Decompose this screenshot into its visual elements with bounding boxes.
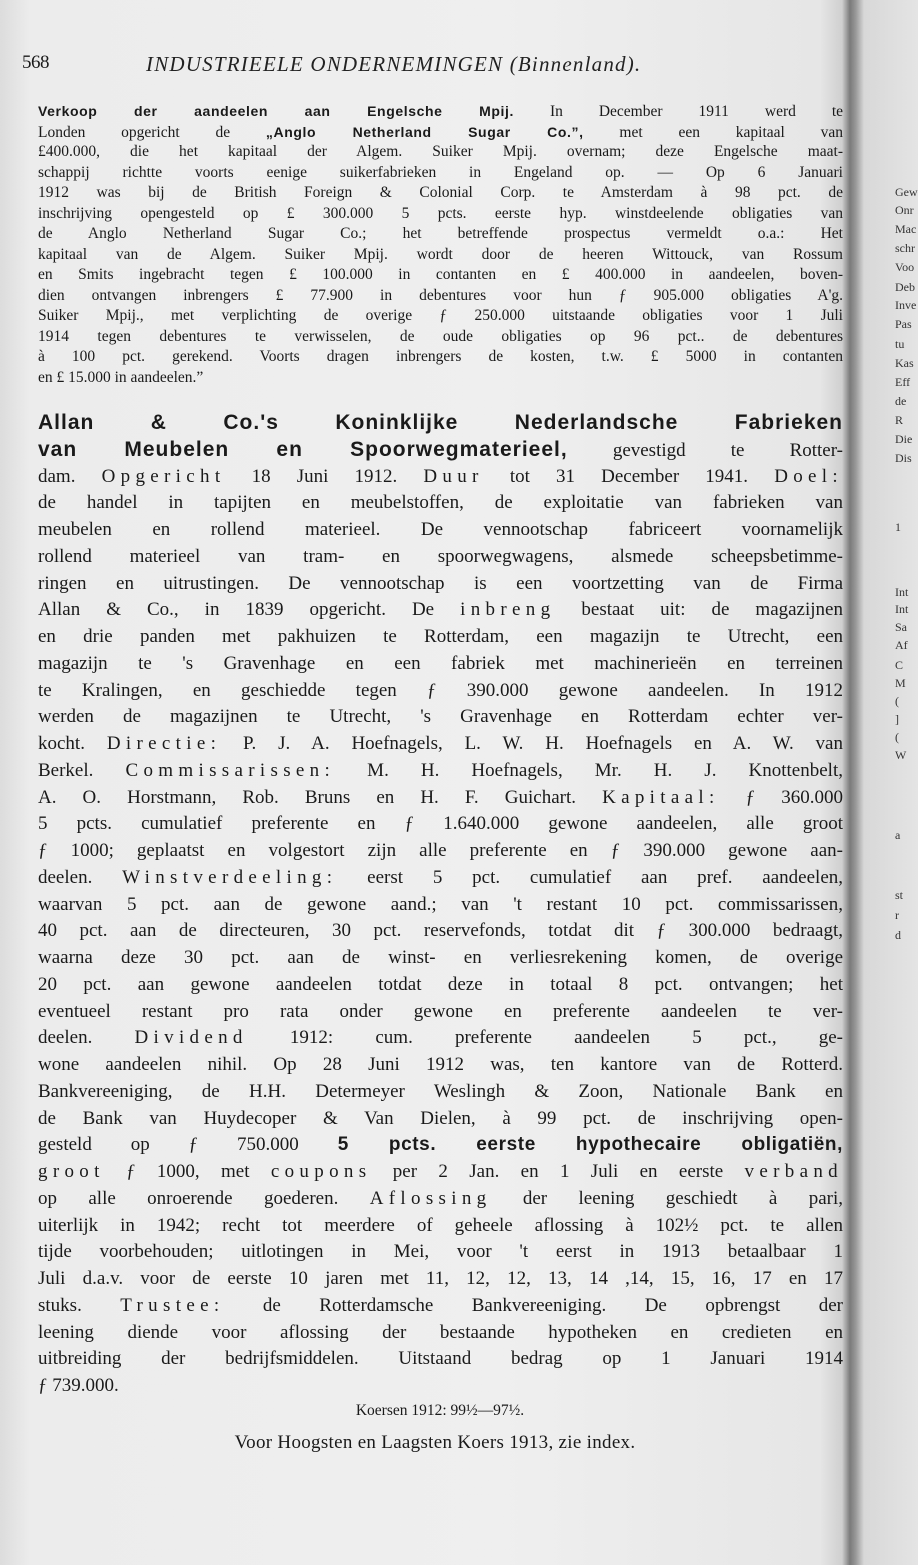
text-line — [38, 517, 843, 544]
text-line — [38, 464, 843, 491]
margin-fragment: Af — [895, 638, 908, 652]
text-line — [38, 204, 843, 225]
text-segment: Londen opgericht de — [38, 123, 266, 141]
text-segment: tijde voorbehouden; uitlotingen in Mei, voor 't eerst in 1913 betaalbaar 1 — [38, 1241, 843, 1263]
text-segment: te Kralingen, en geschiedde tegen ƒ 390.000 gewone aandeelen. In 1912 — [38, 679, 843, 701]
text-line — [38, 490, 843, 517]
margin-fragment: R — [895, 413, 904, 427]
text-segment: A. O. Horstmann, Rob. Bruns en H. F. Guichart. — [38, 786, 603, 808]
spaced-keyword: Duur — [423, 465, 484, 487]
margin-fragment: Gew — [895, 185, 918, 199]
text-segment: Berkel. — [38, 759, 126, 781]
margin-fragment: Eff — [895, 375, 911, 389]
text-line — [38, 1266, 843, 1293]
text-segment: 40 pct. aan de directeuren, 30 pct. reservefonds, totdat dit ƒ 300.000 bedraagt, — [38, 920, 843, 942]
text-segment: P. J. A. Hoefnagels, L. W. H. Hoefnagels en A. W. van — [221, 733, 843, 754]
text-segment: op alle onroerende goederen. — [38, 1187, 370, 1209]
text-segment: dam. — [38, 465, 102, 487]
margin-fragment: ( — [895, 694, 899, 708]
text-line — [38, 437, 843, 464]
text-segment: en £ 15.000 in aandeelen.” — [38, 368, 204, 386]
text-line — [38, 972, 843, 999]
margin-fragment: 1 — [895, 520, 901, 534]
text-segment: £400.000, die het kapitaal der Algem. Suiker Mpij. overnam; deze Engelsche maat- — [38, 143, 843, 160]
text-line — [38, 327, 843, 348]
text-segment: rollend materieel van tram- en spoorwegwagens, alsmede scheepsbetimme- — [38, 545, 843, 567]
text-line — [38, 571, 843, 598]
margin-fragment: st — [895, 888, 904, 902]
text-segment: werden de magazijnen te Utrecht, 's Gravenhage en Rotterdam echter ver- — [38, 706, 843, 728]
text-line — [38, 347, 843, 368]
text-line — [38, 731, 843, 758]
margin-fragment: M — [895, 676, 906, 690]
text-line — [38, 544, 843, 571]
text-segment: Bankvereeniging, de H.H. Determeyer Weslingh & Zoon, Nationale Bank en — [38, 1080, 843, 1102]
text-segment: eerst 5 pct. cumulatief aan pref. aandeelen, — [337, 866, 844, 888]
spaced-keyword: Kapitaal: — [602, 786, 720, 808]
text-segment: de Bank van Huydecoper & Van Dielen, à 99 pct. de inschrijving open- — [38, 1107, 843, 1129]
text-segment: bestaat uit: de magazijnen — [555, 599, 843, 621]
margin-fragment: Inve — [895, 298, 917, 312]
margin-fragment: de — [895, 394, 907, 408]
text-line — [38, 1052, 843, 1079]
text-line — [38, 306, 843, 327]
text-line — [38, 785, 843, 812]
text-segment: ƒ 1000; geplaatst en volgestort zijn alle preferente en ƒ 390.000 gewone aan- — [38, 840, 843, 861]
text-segment: wone aandeelen nihil. Op 28 Juni 1912 was, ten kantore van de Rotterd. — [38, 1054, 843, 1075]
paragraph-sale-of-shares — [38, 101, 843, 388]
text-line — [38, 945, 843, 972]
text-line — [38, 1106, 843, 1133]
text-line — [38, 624, 843, 651]
text-segment: stuks. — [38, 1294, 121, 1316]
spaced-keyword: groot — [38, 1161, 105, 1182]
spaced-keyword: Dividend — [134, 1027, 248, 1049]
text-segment: ringen en uitrustingen. De vennootschap is een voortzetting van de Firma — [38, 572, 843, 594]
margin-fragment: r — [895, 908, 899, 922]
text-segment: eventueel restant pro rata onder gewone en preferente aandeelen te ver- — [38, 1000, 843, 1022]
text-segment: leening diende voor aflossing der bestaande hypotheken en credieten en — [38, 1321, 843, 1343]
text-segment: Juli d.a.v. voor de eerste 10 jaren met 11, 12, 12, 13, 14 ,14, 15, 16, 17 en 17 — [38, 1268, 843, 1289]
margin-fragment: Sa — [895, 620, 907, 634]
text-line — [38, 1159, 843, 1186]
text-segment: per 2 Jan. en 1 Juli en eerste — [371, 1161, 745, 1182]
text-segment: In December 1911 werd te — [514, 103, 844, 120]
text-line — [38, 265, 843, 286]
spaced-keyword: inbreng — [460, 599, 556, 621]
bold-text: Allan & Co.'s Koninklijke Nederlandsche Fabrieken — [38, 411, 843, 434]
text-segment: waarvan 5 pct. aan de gewone aand.; van 't restant 10 pct. commissarissen, — [38, 893, 843, 915]
text-line — [38, 1186, 843, 1213]
text-line — [38, 865, 843, 892]
text-segment: met een kapitaal van — [583, 123, 844, 141]
text-line — [38, 101, 843, 122]
text-line — [38, 1373, 843, 1400]
margin-fragment: Deb — [895, 280, 915, 294]
text-line — [38, 183, 843, 204]
spaced-keyword: coupons — [270, 1161, 372, 1182]
text-line — [38, 597, 843, 624]
text-line — [38, 651, 843, 678]
text-segment: waarna deze 30 pct. aan de winst- en verliesrekening komen, de overige — [38, 947, 843, 968]
text-segment: 1912: cum. preferente aandeelen 5 pct., ge- — [247, 1027, 843, 1049]
spaced-keyword: Opgericht — [101, 465, 226, 487]
text-line — [38, 368, 843, 389]
text-segment: meubelen en rollend materieel. De vennootschap fabriceert voornamelijk — [38, 519, 843, 540]
text-segment: 20 pct. aan gewone aandeelen totdat deze in totaal 8 pct. ontvangen; het — [38, 973, 843, 995]
paragraph-allan-company — [38, 410, 843, 1400]
text-segment: kapitaal van de Algem. Suiker Mpij. wordt door de heeren Wittouck, van Rossum — [38, 245, 843, 263]
text-segment: uiterlijk in 1942; recht tot meerdere of geheele aflossing à 102½ pct. te allen — [38, 1214, 843, 1236]
text-line — [38, 410, 843, 437]
text-segment: Allan & Co., in 1839 opgericht. De — [38, 599, 461, 621]
spaced-keyword: Doel: — [774, 465, 843, 487]
text-segment: ƒ 360.000 — [719, 786, 843, 808]
text-segment: de handel in tapijten en meubelstoffen, de exploitatie van fabrieken van — [38, 492, 843, 514]
text-line — [38, 1132, 843, 1159]
bold-text: Verkoop der aandeelen aan Engelsche Mpij. — [38, 103, 515, 119]
text-segment: en drie panden met pakhuizen te Rotterdam, een magazijn te Utrecht, een — [38, 626, 843, 647]
text-line — [38, 286, 843, 307]
text-line — [38, 1239, 843, 1266]
text-line — [38, 704, 843, 731]
text-segment: inschrijving opengesteld op £ 300.000 5 pcts. eerste hyp. winstdeelende obligaties van — [38, 204, 843, 222]
text-segment: ƒ 739.000. — [38, 1375, 119, 1396]
text-segment: 1912 was bij de British Foreign & Colonial Corp. te Amsterdam à 98 pct. de — [38, 184, 843, 201]
text-segment: 1914 tegen debentures te verwisselen, de oude obligaties op 96 pct.. de debentures — [38, 327, 843, 345]
margin-fragment: Int — [895, 602, 909, 616]
text-line — [38, 142, 843, 163]
text-line — [38, 122, 843, 143]
margin-fragment: Voo — [895, 260, 915, 274]
spaced-keyword: Directie: — [106, 733, 222, 754]
spaced-keyword: Aflossing — [369, 1187, 492, 1209]
text-line — [38, 1079, 843, 1106]
index-reference-note: Voor Hoogsten en Laagsten Koers 1913, zie index. — [234, 1432, 636, 1453]
text-line — [38, 811, 843, 838]
margin-fragment: Int — [895, 585, 909, 599]
text-segment: gevestigd te Rotter- — [567, 439, 844, 461]
spaced-keyword: Commissarissen: — [125, 759, 336, 781]
text-segment: uitbreiding der bedrijfsmiddelen. Uitstaand bedrag op 1 Januari 1914 — [38, 1348, 843, 1370]
text-segment: de Rotterdamsche Bankvereeniging. De opbrengst der — [224, 1294, 843, 1316]
margin-fragment: Dis — [895, 451, 912, 465]
bold-text: „Anglo Netherland Sugar Co.”, — [265, 123, 584, 140]
text-line — [38, 163, 843, 184]
text-segment: dien ontvangen inbrengers £ 77.900 in debentures voor hun ƒ 905.000 obligaties A'g. — [38, 286, 843, 304]
margin-fragment: d — [895, 928, 901, 942]
bold-text: 5 pcts. eerste hypothecaire obligatiën, — [337, 1134, 843, 1156]
text-line — [38, 1293, 843, 1320]
text-line — [38, 1025, 843, 1052]
text-segment: magazijn te 's Gravenhage en een fabriek met machinerieën en terreinen — [38, 652, 843, 674]
margin-fragment: schr — [895, 241, 915, 255]
text-line — [38, 1320, 843, 1347]
text-segment: 5 pcts. cumulatief preferente en ƒ 1.640.000 gewone aandeelen, alle groot — [38, 813, 843, 835]
text-line — [38, 999, 843, 1026]
margin-fragment: ] — [895, 712, 899, 726]
margin-fragment: Mac — [895, 222, 917, 236]
margin-fragment: Kas — [895, 356, 914, 370]
text-line — [38, 918, 843, 945]
margin-fragment: ( — [895, 730, 899, 744]
text-segment: de Anglo Netherland Sugar Co.; het betreffende prospectus vermeldt o.a.: Het — [38, 225, 843, 242]
text-line — [38, 678, 843, 705]
text-segment: deelen. — [38, 866, 123, 888]
text-segment: gesteld op ƒ 750.000 — [38, 1134, 338, 1156]
text-segment: en Smits ingebracht tegen £ 100.000 in contanten en £ 400.000 in aandeelen, boven- — [38, 266, 843, 283]
text-segment: ƒ 1000, met — [104, 1161, 271, 1182]
text-line — [38, 245, 843, 266]
margin-fragment: C — [895, 658, 904, 672]
text-segment: kocht. — [38, 733, 107, 754]
text-segment: schappij richtte voorts eenige suikerfabrieken in Engeland op. — Op 6 Januari — [38, 163, 843, 181]
text-line — [38, 838, 843, 865]
text-line — [38, 1346, 843, 1373]
text-line — [38, 892, 843, 919]
page-number: 568 — [22, 52, 49, 73]
text-segment: 18 Juni 1912. — [225, 465, 424, 487]
text-segment: der leening geschiedt à pari, — [491, 1187, 843, 1209]
spaced-keyword: Winstverdeeling: — [122, 866, 338, 888]
margin-fragment: tu — [895, 337, 905, 351]
margin-fragment: W — [895, 748, 907, 762]
text-line — [38, 224, 843, 245]
margin-fragment: Onr — [895, 203, 914, 217]
text-segment: à 100 pct. gerekend. Voorts dragen inbrengers de kosten, t.w. £ 5000 in contanten — [38, 348, 843, 365]
text-line — [38, 1213, 843, 1240]
text-segment: Suiker Mpij., met verplichting de overige ƒ 250.000 uitstaande obligaties voor 1 Juli — [38, 307, 843, 324]
text-line — [38, 758, 843, 785]
bold-text: van Meubelen en Spoorwegmaterieel, — [38, 437, 568, 461]
text-segment: M. H. Hoefnagels, Mr. H. J. Knottenbelt, — [335, 759, 843, 781]
margin-fragment: a — [895, 828, 901, 842]
share-prices-1912: Koersen 1912: 99½—97½. — [355, 1402, 525, 1419]
text-segment: tot 31 December 1941. — [483, 465, 775, 487]
margin-fragment: Pas — [895, 317, 912, 331]
spaced-keyword: verband — [744, 1161, 843, 1182]
running-title: INDUSTRIEELE ONDERNEMINGEN (Binnenland). — [146, 52, 642, 76]
text-segment: deelen. — [38, 1027, 135, 1049]
margin-fragment: Die — [895, 432, 913, 446]
spaced-keyword: Trustee: — [120, 1294, 225, 1316]
